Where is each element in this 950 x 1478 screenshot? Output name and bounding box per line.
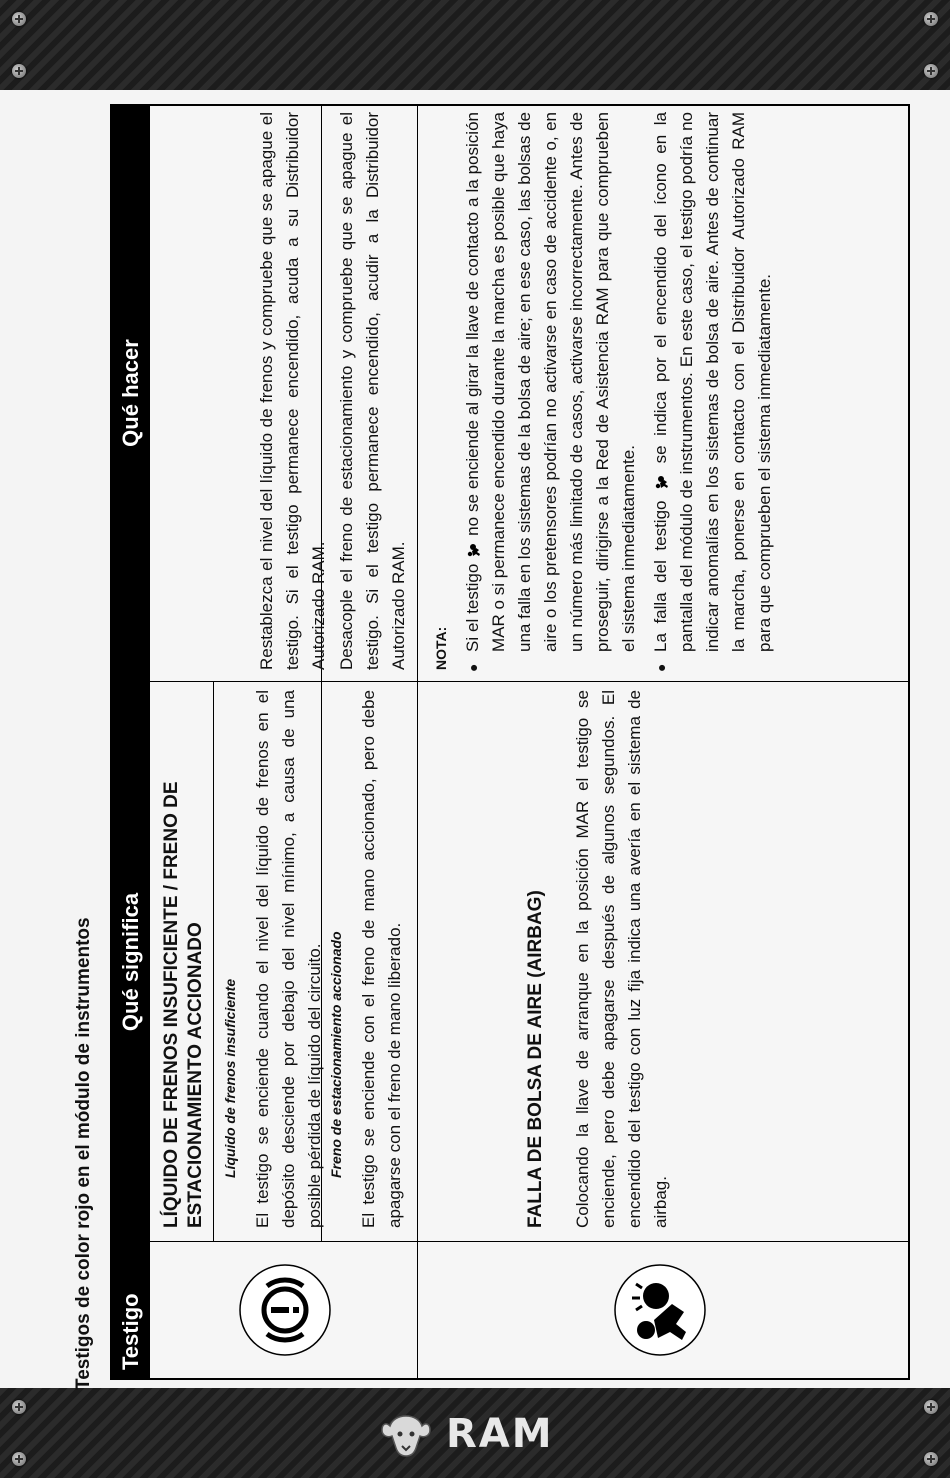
row-brake-sub1-label: Líquido de frenos insuficiente bbox=[222, 978, 238, 1178]
rotated-page bbox=[64, 100, 914, 1390]
grid-line bbox=[213, 682, 214, 1241]
row-airbag-meaning: Colocando la llave de arranque en la posición MAR el testigo se enciende, pero debe apagarse después de algunos segundos. El encendido del testigo con luz fija indica una avería en el sistema de airbag. bbox=[573, 690, 670, 1228]
airbag-inline-icon bbox=[465, 541, 483, 559]
grid-line bbox=[417, 104, 418, 1378]
row-brake-sub2-label: Freno de estacionamiento accionado bbox=[328, 931, 344, 1178]
row-brake-sub2-meaning bbox=[326, 690, 408, 1228]
row-brake-sub1-action: Restablezca el nivel del líquido de frenos y compruebe que se apague el testigo. Si el testigo permanece encendido, acuda a su Distribuidor Autorizado RAM. bbox=[257, 112, 328, 670]
brand-wordmark: RAM bbox=[446, 1411, 554, 1457]
page-title: Testigos de color rojo en el módulo de instrumentos bbox=[73, 917, 94, 1390]
grid-line bbox=[150, 1241, 908, 1242]
column-header-significa: Qué significa bbox=[112, 682, 150, 1242]
bullet2-pre: La falla del testigo bbox=[651, 500, 670, 652]
row-airbag-icon-cell bbox=[612, 1262, 708, 1358]
screw-icon bbox=[12, 1400, 26, 1414]
screw-icon bbox=[924, 1400, 938, 1414]
screw-icon bbox=[924, 1452, 938, 1466]
column-header-testigo: Testigo bbox=[112, 1242, 150, 1378]
screw-icon bbox=[924, 64, 938, 78]
top-plate bbox=[0, 0, 950, 90]
nota-list bbox=[460, 112, 778, 670]
row-airbag-title: FALLA DE BOLSA DE AIRE (AIRBAG) bbox=[525, 890, 546, 1228]
row-brake-icon-cell bbox=[237, 1262, 333, 1358]
screw-icon bbox=[12, 1452, 26, 1466]
row-brake-sub2-meaning-text: El testigo se enciende con el freno de mano accionado, pero debe apagarse con el freno de mano liberado. bbox=[359, 690, 404, 1228]
row-airbag-action bbox=[428, 112, 784, 670]
grid-line bbox=[150, 681, 908, 682]
row-brake-sub1-meaning bbox=[220, 690, 328, 1228]
bullet2-post: se indica por el encendido del ícono en la pantalla del módulo de instrumentos. En este caso, el testigo podría no indicar anomalías en los sistemas de bolsa de aire. Antes de continuar la marcha, ponerse en contacto con el Distribuidor Autorizado RAM para que comprueben el sistema inmediatamente. bbox=[651, 112, 774, 652]
screw-icon bbox=[12, 64, 26, 78]
bullet1-pre: Si el testigo bbox=[463, 563, 482, 652]
screw-icon bbox=[12, 12, 26, 26]
warning-lights-table bbox=[110, 104, 910, 1380]
brake-warning-icon bbox=[237, 1262, 333, 1358]
bullet1-post: no se enciende al girar la llave de contacto a la posición MAR o si permanece encendido durante la marcha es posible que haya una falla en los sistemas de la bolsa de aire; en ese caso, las bolsas de aire o los pretensores podrían no activarse en caso de accidente o, en un número más limitado de casos, activarse incorrectamente. Antes de proseguir, dirigirse a la Red de Asistencia RAM para que comprueben el sistema inmediatamente. bbox=[463, 112, 638, 652]
screw-icon bbox=[924, 12, 938, 26]
airbag-inline-icon bbox=[653, 473, 671, 491]
list-item bbox=[460, 112, 642, 652]
row-brake-sub2-action: Desacople el freno de estacionamiento y compruebe que se apague el testigo. Si el testigo permanece encendido, acudir a la Distribuidor Autorizado RAM. bbox=[337, 112, 408, 670]
brand-logo bbox=[380, 1410, 554, 1458]
nota-label: NOTA: bbox=[433, 626, 449, 670]
ram-head-icon bbox=[380, 1410, 432, 1458]
row-brake-sub1-meaning-text: El testigo se enciende cuando el nivel del líquido de frenos en el depósito desciende por debajo del nivel mínimo, a causa de una posible pérdida de líquido del circuito. bbox=[253, 690, 324, 1228]
list-item bbox=[648, 112, 778, 652]
row-brake-title: LÍQUIDO DE FRENOS INSUFICIENTE / FRENO DE ESTACIONAMIENTO ACCIONADO bbox=[161, 781, 206, 1228]
airbag-warning-icon bbox=[612, 1262, 708, 1358]
column-header-hacer: Qué hacer bbox=[112, 104, 150, 682]
